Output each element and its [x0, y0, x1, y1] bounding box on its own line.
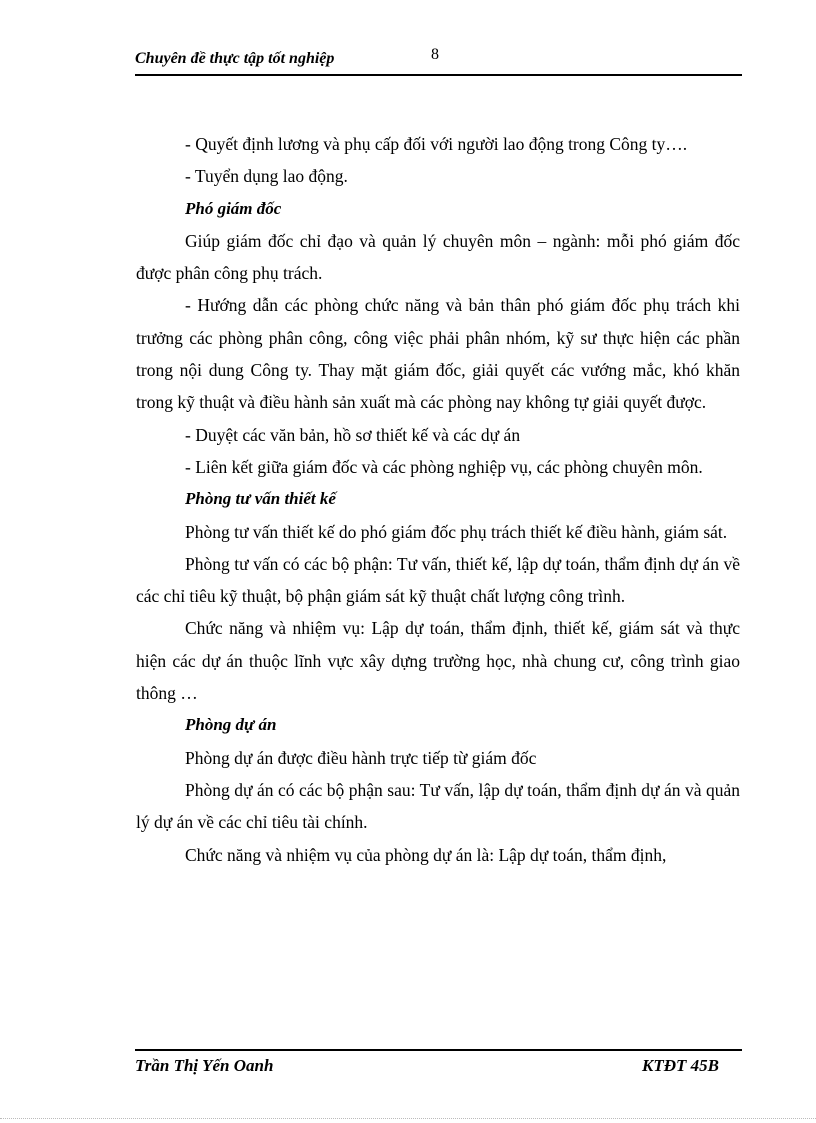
- paragraph: Phòng dự án được điều hành trực tiếp từ giám đốc: [185, 747, 537, 768]
- paragraph: - Hướng dẫn các phòng chức năng và bản thân phó giám đốc phụ trách khi trưởng các phòng phân công, công việc phải phân nhóm, kỹ sư thực hiện các phần trong nội dung Công ty. Thay mặt giám đốc, giải quyết các vướng mắc, khó khăn trong kỹ thuật và điều hành sản xuất mà các phòng nay không tự giải quyết được.: [136, 295, 740, 413]
- header-title: Chuyên đề thực tập tốt nghiệp: [135, 50, 335, 67]
- section-heading: Phòng tư vấn thiết kế: [185, 489, 336, 509]
- paragraph: Chức năng và nhiệm vụ của phòng dự án là: Lập dự toán, thẩm định,: [185, 844, 667, 865]
- page-edge-divider: [0, 1118, 816, 1119]
- paragraph: - Quyết định lương và phụ cấp đối với người lao động trong Công ty….: [185, 134, 688, 154]
- footer-author: Trần Thị Yến Oanh: [135, 1056, 274, 1075]
- paragraph: - Liên kết giữa giám đốc và các phòng nghiệp vụ, các phòng chuyên môn.: [185, 456, 703, 477]
- page-number: 8: [431, 46, 439, 63]
- paragraph: Phòng dự án có các bộ phận sau: Tư vấn, lập dự toán, thẩm định dự án và quản lý dự án về các chỉ tiêu tài chính.: [136, 779, 740, 833]
- paragraph: Giúp giám đốc chỉ đạo và quản lý chuyên môn – ngành: mỗi phó giám đốc được phân công phụ trách.: [136, 230, 740, 284]
- footer-class-code: KTĐT 45B: [642, 1056, 719, 1075]
- section-heading: Phó giám đốc: [185, 198, 282, 218]
- paragraph: Phòng tư vấn có các bộ phận: Tư vấn, thiết kế, lập dự toán, thẩm định dự án về các chỉ tiêu kỹ thuật, bộ phận giám sát kỹ thuật chất lượng công trình.: [136, 553, 740, 607]
- document-body: [136, 128, 740, 871]
- paragraph: - Tuyển dụng lao động.: [185, 166, 348, 187]
- section-heading: Phòng dự án: [185, 715, 277, 735]
- page-header: [135, 44, 742, 76]
- paragraph: Chức năng và nhiệm vụ: Lập dự toán, thẩm định, thiết kế, giám sát và thực hiện các dự án thuộc lĩnh vực xây dựng trường học, nhà chung cư, công trình giao thông …: [136, 618, 740, 704]
- paragraph: - Duyệt các văn bản, hồ sơ thiết kế và các dự án: [185, 424, 521, 445]
- page-footer: [135, 1049, 742, 1081]
- paragraph: Phòng tư vấn thiết kế do phó giám đốc phụ trách thiết kế điều hành, giám sát.: [185, 521, 728, 542]
